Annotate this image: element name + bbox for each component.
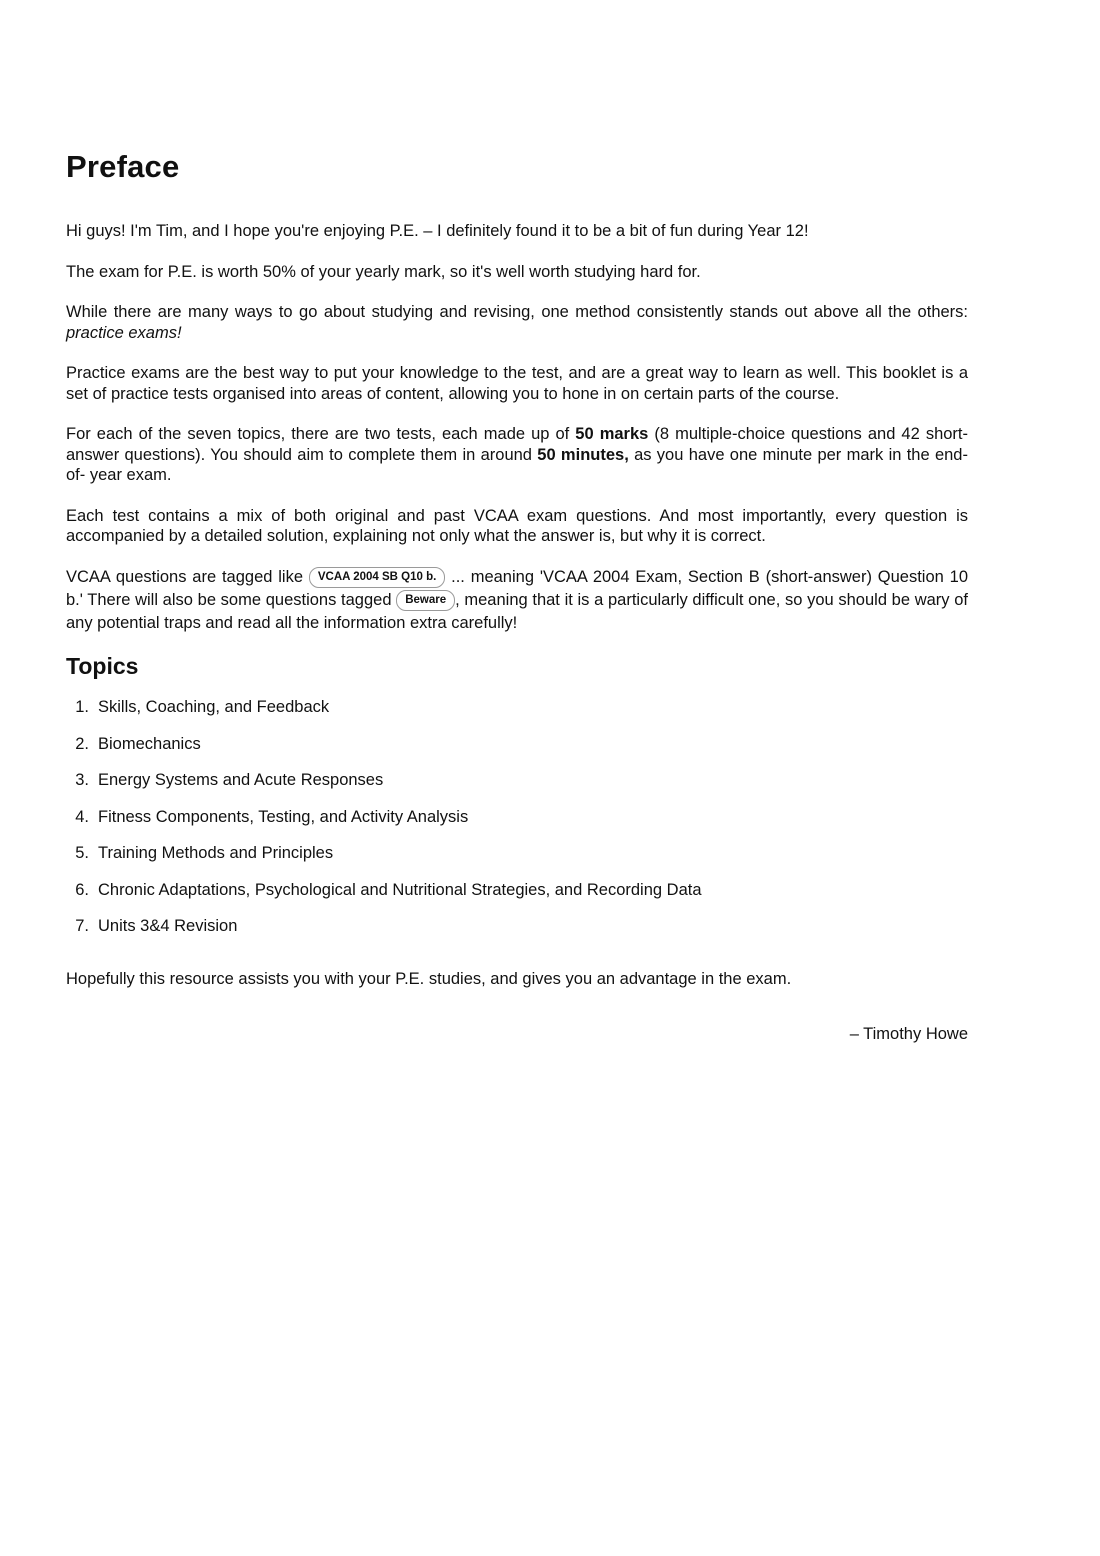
page-content (66, 150, 968, 1045)
list-item (66, 880, 968, 901)
paragraph-text: (8 multiple-choice questions and 42 short-answer questions). You should aim to complete them in around (66, 425, 969, 464)
topics-heading: Topics (66, 653, 139, 679)
list-item (66, 916, 968, 937)
paragraph-exam-worth: The exam for P.E. is worth 50% of your yearly mark, so it's well worth studying hard for. (66, 262, 701, 281)
page-title: Preface (66, 149, 180, 184)
topic-number: 3. (75, 771, 89, 789)
marks-emphasis: 50 marks (575, 425, 649, 443)
beware-tag-badge: Beware (396, 590, 455, 611)
list-item (66, 770, 968, 791)
topic-label: Skills, Coaching, and Feedback (98, 698, 330, 716)
paragraph-text: , meaning that it is a particularly difficult one, so you should be wary of any potential traps and read all the information extra carefully! (66, 590, 968, 632)
topic-number: 7. (75, 917, 89, 935)
paragraph-tags-explanation (66, 567, 968, 634)
topic-label: Biomechanics (98, 734, 201, 753)
list-item (66, 697, 968, 718)
topic-label: Training Methods and Principles (98, 844, 334, 862)
paragraph-study-methods (66, 302, 968, 343)
topic-number: 4. (75, 807, 89, 826)
topic-number: 6. (75, 880, 89, 899)
topic-label: Energy Systems and Acute Responses (98, 771, 384, 789)
paragraph-booklet-description: Practice exams are the best way to put your knowledge to the test, and are a great way to learn as well. This booklet is a set of practice tests organised into areas of content, allowing you to hone in on certain parts of the course. (66, 364, 968, 403)
author-signature: – Timothy Howe (849, 1025, 968, 1043)
paragraph-text: VCAA questions are tagged like (66, 567, 309, 586)
list-item (66, 807, 968, 828)
practice-exams-emphasis: practice exams! (66, 323, 182, 342)
minutes-emphasis: 50 minutes, (537, 445, 629, 464)
topic-label: Fitness Components, Testing, and Activity Analysis (98, 807, 469, 826)
paragraph-closing: Hopefully this resource assists you with your P.E. studies, and gives you an advantage in the exam. (66, 969, 792, 988)
list-item (66, 843, 968, 864)
paragraph-text: While there are many ways to go about studying and revising, one method consistently stands out above all the others: (66, 303, 968, 321)
topics-list (66, 697, 968, 937)
vcaa-question-tag-badge: VCAA 2004 SB Q10 b. (309, 567, 445, 588)
topic-number: 1. (75, 698, 89, 716)
topic-label: Chronic Adaptations, Psychological and Nutritional Strategies, and Recording Data (98, 880, 702, 899)
paragraph-text: ... meaning 'VCAA 2004 Exam, Section B (short-answer) Question 10 b.' There will also be some questions tagged (66, 567, 968, 609)
paragraph-greeting: Hi guys! I'm Tim, and I hope you're enjoying P.E. – I definitely found it to be a bit of fun during Year 12! (66, 222, 809, 240)
paragraph-text: as you have one minute per mark in the end-of- year exam. (66, 445, 968, 484)
list-item (66, 734, 968, 755)
topic-number: 2. (75, 734, 89, 753)
topic-label: Units 3&4 Revision (98, 917, 238, 935)
paragraph-test-structure (66, 424, 968, 486)
paragraph-text: For each of the seven topics, there are two tests, each made up of (66, 425, 576, 443)
paragraph-solutions: Each test contains a mix of both original and past VCAA exam questions. And most importantly, every question is accompanied by a detailed solution, explaining not only what the answer is, but why it is correct. (66, 506, 968, 545)
topic-number: 5. (75, 844, 89, 862)
